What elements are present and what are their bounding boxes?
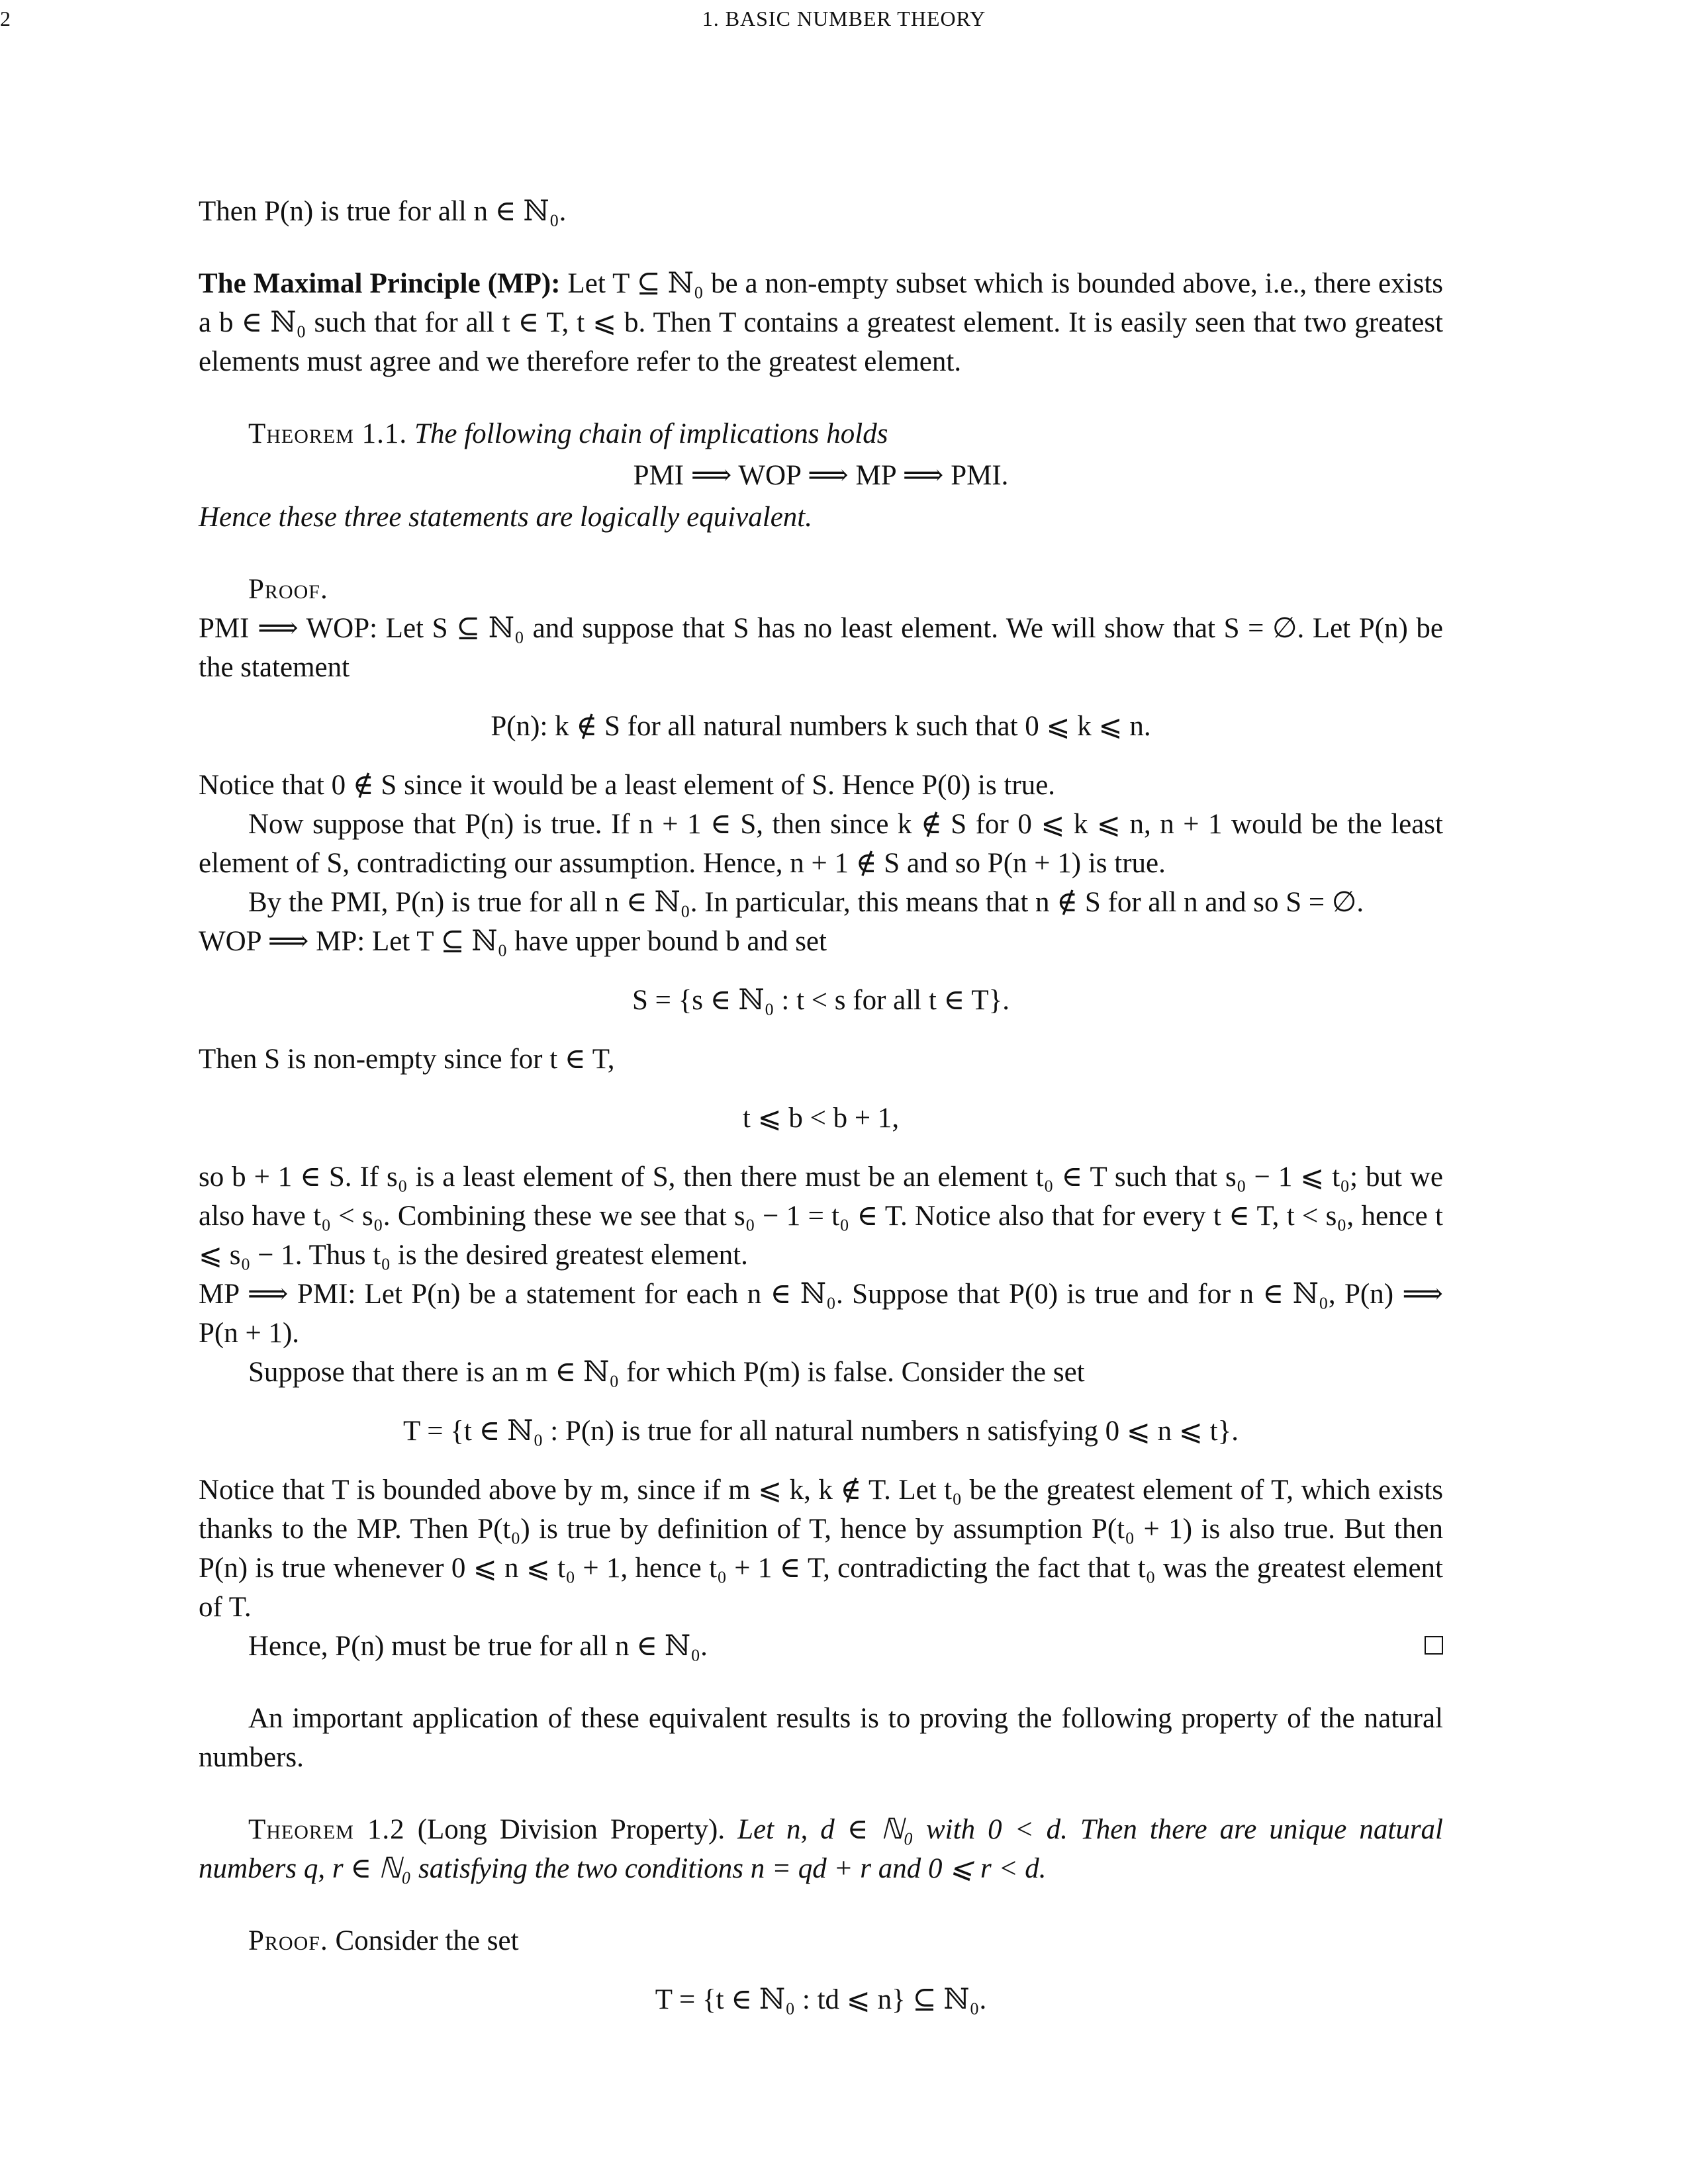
running-header [0,0,1688,44]
conclusion-text: Hence, P(n) must be true for all n ∈ ℕ₀. [248,1631,708,1662]
proof-text: Consider the set [328,1925,519,1956]
proof-conclusion [199,1627,1443,1666]
proof-label: Proof. [248,1925,328,1956]
proof-paragraph [199,1921,1443,1960]
paragraph: Then S is non-empty since for t ∈ T, [199,1044,615,1075]
proof-heading [199,570,1443,609]
page-number: 2 [0,7,11,30]
theorem-name: (Long Division Property). [404,1814,726,1845]
proof-label: Proof. [248,574,328,605]
paragraph: PMI ⟹ WOP: Let S ⊆ ℕ₀ and suppose that S has no least element. We will show that S = ∅. Let P(n) be the statement [199,613,1443,683]
paragraph: Then P(n) is true for all n ∈ ℕ₀. [199,196,567,227]
mp-label: The Maximal Principle (MP): [199,268,561,299]
paragraph: WOP ⟹ MP: Let T ⊆ ℕ₀ have upper bound b and set [199,926,827,957]
display-equation: PMI ⟹ WOP ⟹ MP ⟹ PMI. [633,460,1009,491]
paragraph: MP ⟹ PMI: Let P(n) be a statement for each n ∈ ℕ₀. Suppose that P(0) is true and for n ∈ ℕ₀, P(n) ⟹ P(n + 1). [199,1279,1443,1349]
maximal-principle-paragraph [199,264,1443,381]
display-equation: T = {t ∈ ℕ₀ : P(n) is true for all natural numbers n satisfying 0 ⩽ n ⩽ t}. [403,1416,1239,1447]
paragraph: Suppose that there is an m ∈ ℕ₀ for which P(m) is false. Consider the set [248,1357,1085,1388]
paragraph: Notice that T is bounded above by m, since if m ⩽ k, k ∉ T. Let t₀ be the greatest element of T, which exists thanks to the MP. Then P(t₀) is true by definition of T, hence by assumption P(t₀ + 1) is also true. But then P(n) is true whenever 0 ⩽ n ⩽ t₀ + 1, hence t₀ + 1 ∈ T, contradicting the fact that t₀ was the greatest element of T. [199,1475,1443,1623]
mp-text: Let T ⊆ ℕ₀ be a non-empty subset which is bounded above, i.e., there exists a b ∈ ℕ₀ such that for all t ∈ T, t ⩽ b. Then T contains a greatest element. It is easily seen that two greatest elements must agree and we therefore refer to the greatest element. [199,268,1443,377]
running-title: 1. BASIC NUMBER THEORY [702,7,986,30]
theorem-conclusion: Hence these three statements are logically equivalent. [199,502,812,533]
display-equation: t ⩽ b < b + 1, [742,1103,900,1134]
theorem-1-1 [199,414,1443,453]
paragraph: so b + 1 ∈ S. If s₀ is a least element of S, then there must be an element t₀ ∈ T such that s₀ − 1 ⩽ t₀; but we also have t₀ < s₀. Combining these we see that s₀ − 1 = t₀ ∈ T. Notice also that for every t ∈ T, t < s₀, hence t ⩽ s₀ − 1. Thus t₀ is the desired greatest element. [199,1161,1443,1271]
paragraph: Now suppose that P(n) is true. If n + 1 ∈ S, then since k ∉ S for 0 ⩽ k ⩽ n, n + 1 would be the least element of S, contradicting our assumption. Hence, n + 1 ∉ S and so P(n + 1) is true. [199,809,1443,879]
theorem-text: Let n, d ∈ ℕ₀ with 0 < d. Then there are unique natural numbers q, r ∈ ℕ₀ satisfying the two conditions n = qd + r and 0 ⩽ r < d. [199,1814,1444,1884]
page-body [199,192,1443,2039]
paragraph: Notice that 0 ∉ S since it would be a least element of S. Hence P(0) is true. [199,770,1056,801]
display-equation: T = {t ∈ ℕ₀ : td ⩽ n} ⊆ ℕ₀. [655,1984,987,2015]
theorem-text: The following chain of implications holds [407,418,888,449]
display-equation: S = {s ∈ ℕ₀ : t < s for all t ∈ T}. [632,985,1010,1016]
theorem-label: Theorem 1.1. [248,418,408,449]
paragraph: An important application of these equivalent results is to proving the following property of the natural numbers. [199,1703,1443,1773]
theorem-label: Theorem 1.2 [248,1814,405,1845]
paragraph: By the PMI, P(n) is true for all n ∈ ℕ₀. In particular, this means that n ∉ S for all n and so S = ∅. [248,887,1364,918]
theorem-1-2 [199,1810,1443,1888]
qed-square-icon [1425,1636,1443,1655]
display-equation: P(n): k ∉ S for all natural numbers k such that 0 ⩽ k ⩽ n. [491,711,1151,742]
